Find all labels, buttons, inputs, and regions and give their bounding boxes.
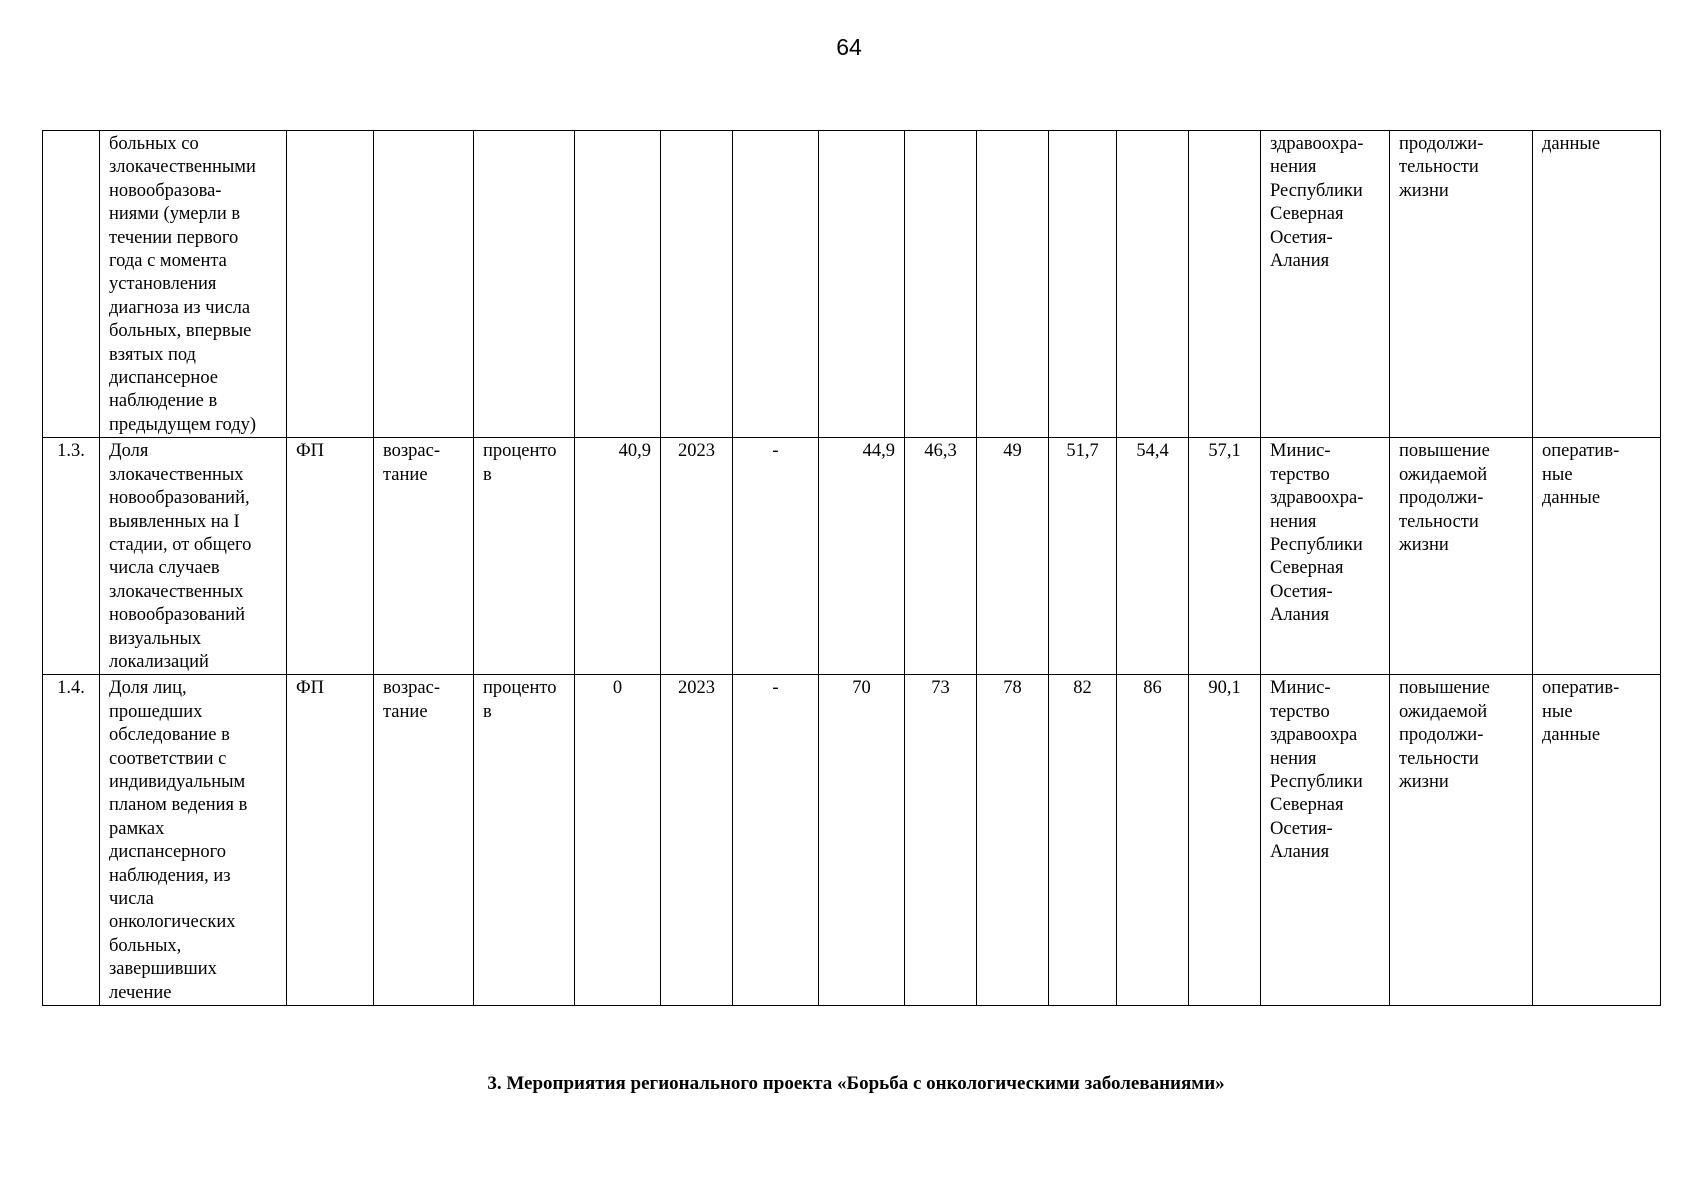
base-value-cell <box>575 675 661 1006</box>
table-row <box>43 131 1661 438</box>
base-value: 0 <box>612 678 623 699</box>
value-2024-cell <box>733 675 819 1006</box>
responsible: Минис- терство здравоохра нения Республики Северная Осетия- Алания <box>1270 678 1363 863</box>
base-year: 2023 <box>678 441 715 462</box>
unit-cell <box>474 438 575 675</box>
value-2028-cell <box>1049 438 1117 675</box>
value-2030-cell <box>1189 438 1261 675</box>
value-2026: 73 <box>931 678 950 699</box>
indicator-name: больных со злокачественными новообразова- ниями (умерли в течении первого года с момента установления диагноза из числа больных, впервые взятых под диспансерное наблюдение в предыдущем году) <box>109 134 257 435</box>
value-2027-cell <box>977 438 1049 675</box>
value-2030-cell <box>1189 131 1261 438</box>
info-cell <box>1533 675 1661 1006</box>
base-value: 40,9 <box>618 441 651 462</box>
value-2024-cell <box>733 131 819 438</box>
value-2030: 57,1 <box>1208 441 1241 462</box>
table-row <box>43 438 1661 675</box>
indicator-type: ФП <box>296 441 324 462</box>
responsible-cell <box>1261 131 1390 438</box>
value-2029: 54,4 <box>1136 441 1169 462</box>
unit-cell <box>474 131 575 438</box>
link-to-goal: продолжи- тельности жизни <box>1399 134 1484 201</box>
indicator-name-cell <box>100 131 287 438</box>
link-to-goal: повышение ожидаемой продолжи- тельности жизни <box>1399 678 1490 792</box>
responsible-cell <box>1261 438 1390 675</box>
base-year-cell <box>661 438 733 675</box>
row-number-cell <box>43 131 100 438</box>
value-2027-cell <box>977 675 1049 1006</box>
link-cell <box>1390 438 1533 675</box>
value-2024: - <box>772 441 779 462</box>
row-number-cell <box>43 675 100 1006</box>
value-2025: 44,9 <box>862 441 895 462</box>
responsible: здравоохра- нения Республики Северная Осетия- Алания <box>1270 134 1364 272</box>
link-to-goal: повышение ожидаемой продолжи- тельности жизни <box>1399 441 1490 555</box>
value-2027: 78 <box>1003 678 1022 699</box>
unit: процентов <box>483 678 557 722</box>
section-title: 3. Мероприятия регионального проекта «Борьба с онкологическими заболеваниями» <box>487 1073 1225 1094</box>
indicator-type: ФП <box>296 678 324 699</box>
trend: возрас- тание <box>383 678 440 722</box>
value-2028-cell <box>1049 675 1117 1006</box>
value-2029-cell <box>1117 438 1189 675</box>
responsible-cell <box>1261 675 1390 1006</box>
link-cell <box>1390 131 1533 438</box>
value-2029-cell <box>1117 675 1189 1006</box>
indicators-table <box>42 130 1661 1006</box>
value-2026: 46,3 <box>924 441 957 462</box>
indicator-type-cell <box>287 438 374 675</box>
unit: процентов <box>483 441 557 485</box>
value-2030-cell <box>1189 675 1261 1006</box>
value-2025-cell <box>819 438 905 675</box>
base-year-cell <box>661 131 733 438</box>
indicator-type-cell <box>287 675 374 1006</box>
info-cell <box>1533 131 1661 438</box>
unit-cell <box>474 675 575 1006</box>
value-2027: 49 <box>1003 441 1022 462</box>
value-2025-cell <box>819 675 905 1006</box>
value-2027-cell <box>977 131 1049 438</box>
base-value-cell <box>575 438 661 675</box>
value-2029: 86 <box>1143 678 1162 699</box>
value-2026-cell <box>905 675 977 1006</box>
indicator-name-cell <box>100 675 287 1006</box>
info-system: оператив- ные данные <box>1542 441 1620 509</box>
responsible: Минис- терство здравоохра- нения Республики Северная Осетия- Алания <box>1270 441 1364 626</box>
base-value-cell <box>575 131 661 438</box>
indicator-name-cell <box>100 438 287 675</box>
base-year: 2023 <box>678 678 715 699</box>
info-system: оператив- ные данные <box>1542 678 1620 746</box>
link-cell <box>1390 675 1533 1006</box>
row-number-cell <box>43 438 100 675</box>
trend-cell <box>374 131 474 438</box>
value-2024-cell <box>733 438 819 675</box>
table-row <box>43 675 1661 1006</box>
trend: возрас- тание <box>383 441 440 485</box>
row-number: 1.4. <box>57 678 85 699</box>
info-system: данные <box>1542 134 1601 154</box>
value-2028: 51,7 <box>1066 441 1099 462</box>
value-2028: 82 <box>1073 678 1092 699</box>
value-2025-cell <box>819 131 905 438</box>
value-2024: - <box>772 678 779 699</box>
indicator-type-cell <box>287 131 374 438</box>
row-number: 1.3. <box>57 441 85 462</box>
indicator-name: Доля злокачественных новообразований, выявленных на I стадии, от общего числа случаев злокачественных новообразований визуальных локализаций <box>109 441 252 672</box>
value-2025: 70 <box>852 678 871 699</box>
value-2028-cell <box>1049 131 1117 438</box>
value-2030: 90,1 <box>1208 678 1241 699</box>
trend-cell <box>374 675 474 1006</box>
value-2026-cell <box>905 438 977 675</box>
page-number: 64 <box>836 34 862 60</box>
info-cell <box>1533 438 1661 675</box>
value-2026-cell <box>905 131 977 438</box>
trend-cell <box>374 438 474 675</box>
value-2029-cell <box>1117 131 1189 438</box>
base-year-cell <box>661 675 733 1006</box>
indicator-name: Доля лиц, прошедших обследование в соответствии с индивидуальным планом ведения в рамках диспансерного наблюдения, из числа онкологических больных, завершивших лечение <box>109 678 248 1003</box>
